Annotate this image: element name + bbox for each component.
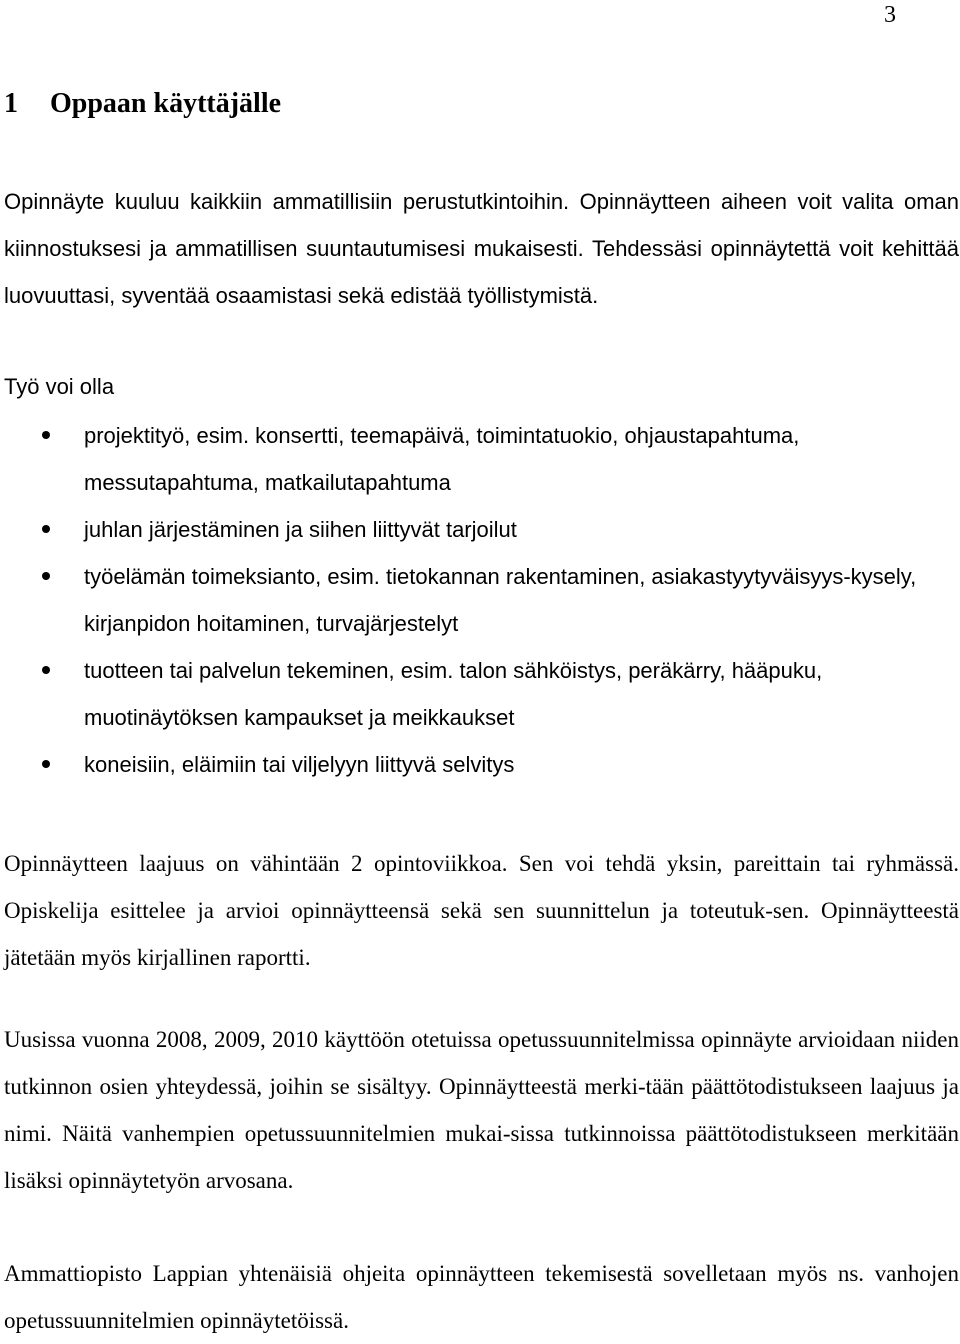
list-intro: Työ voi olla [4, 374, 115, 399]
list-item [0, 412, 960, 506]
section-heading [4, 86, 281, 122]
assessment-paragraph: Uusissa vuonna 2008, 2009, 2010 käyttöön otetuissa opetussuunnitelmissa opinnäyte arvioidaan niiden tutkinnon osien yhteydessä, joihin se sisältyy. Opinnäytteestä merki-tään päättötodistukseen laajuus ja nimi. Näitä vanhempien opetussuunnitelmien mukai-sissa tutkinnoissa päättötodistukseen merkitään lisäksi opinnäytetyön arvosana. [4, 1027, 959, 1193]
list-item [0, 647, 960, 741]
bullet-icon [42, 525, 50, 533]
bullet-icon [42, 666, 50, 674]
list-item [0, 506, 960, 553]
list-item-text: juhlan järjestäminen ja siihen liittyvät tarjoilut [84, 517, 517, 542]
list-item-text: projektityö, esim. konsertti, teemapäivä, toimintatuokio, ohjaustapahtuma, messutapahtuma, matkailutapahtuma [84, 423, 800, 495]
scope-paragraph: Opinnäytteen laajuus on vähintään 2 opintoviikkoa. Sen voi tehdä yksin, pareittain tai ryhmässä. Opiskelija esittelee ja arvioi opinnäytteensä sekä sen suunnittelun ja toteutuk-sen. Opinnäytteestä jätetään myös kirjallinen raportti. [4, 851, 959, 970]
intro-paragraph: Opinnäyte kuuluu kaikkiin ammatillisiin perustutkintoihin. Opinnäytteen aiheen voit valita oman kiinnostuksesi ja ammatillisen suuntautumisesi mukaisesti. Tehdessäsi opinnäytettä voit kehittää luovuuttasi, syventää osaamistasi sekä edistää työllistymistä. [4, 189, 959, 308]
section-title: Oppaan käyttäjälle [50, 88, 282, 119]
bullet-icon [42, 431, 50, 439]
work-types-list [0, 412, 960, 788]
page-number: 3 [884, 2, 896, 28]
list-item [0, 741, 960, 788]
list-item-text: tuotteen tai palvelun tekeminen, esim. talon sähköistys, peräkärry, hääpuku, muotinäytöksen kampaukset ja meikkaukset [84, 658, 823, 730]
guidelines-paragraph: Ammattiopisto Lappian yhtenäisiä ohjeita opinnäytteen tekemisestä sovelletaan myös ns. vanhojen opetussuunnitelmien opinnäytetöissä. [4, 1261, 959, 1333]
list-item-text: työelämän toimeksianto, esim. tietokannan rakentaminen, asiakastyytyväisyys-kysely, kirjanpidon hoitaminen, turvajärjestelyt [84, 564, 917, 636]
list-item [0, 553, 960, 647]
bullet-icon [42, 572, 50, 580]
list-item-text: koneisiin, eläimiin tai viljelyyn liittyvä selvitys [84, 752, 515, 777]
section-number: 1 [4, 88, 18, 119]
bullet-icon [42, 760, 50, 768]
